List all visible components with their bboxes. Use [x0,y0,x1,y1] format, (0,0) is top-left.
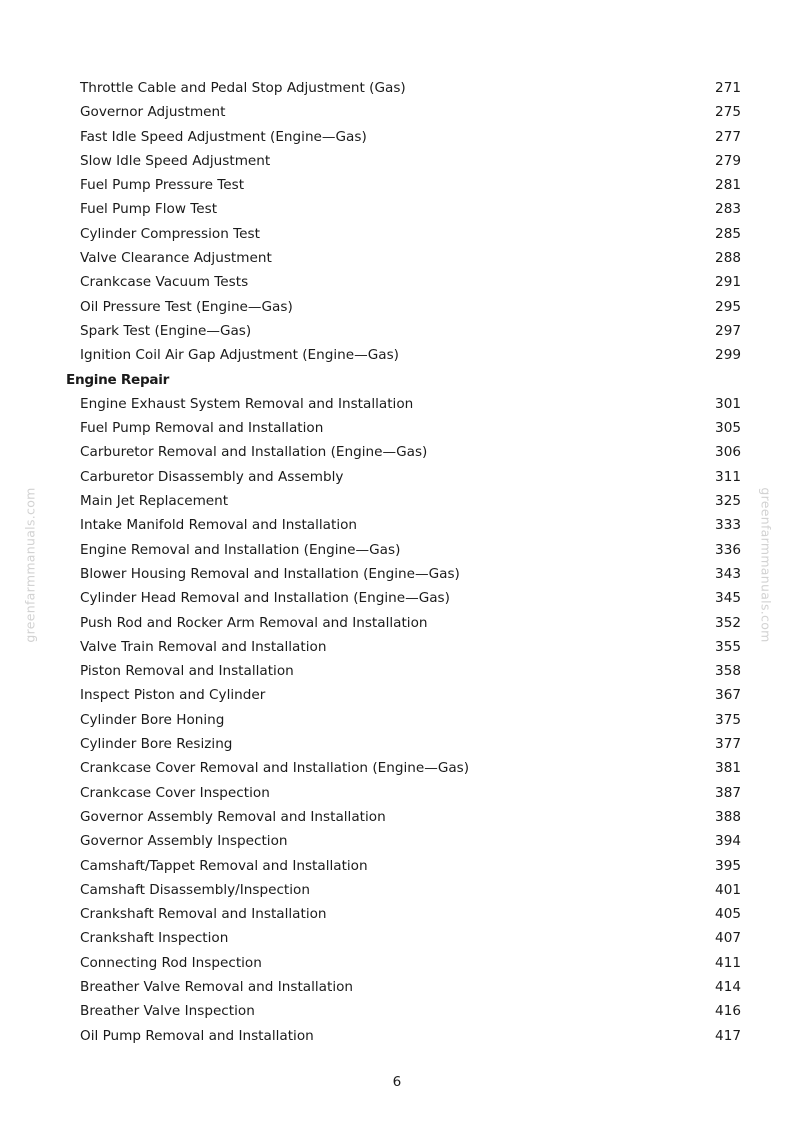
watermark-right: greenfarmmanuals.com [758,487,774,643]
toc-entry-page: 367 [715,687,741,704]
watermark-left: greenfarmmanuals.com [22,487,38,643]
toc-entry[interactable] [0,392,794,416]
toc-entry[interactable] [0,343,794,367]
toc-entry[interactable] [0,465,794,489]
toc-entry-page: 401 [715,881,741,898]
toc-entry[interactable] [0,854,794,878]
toc-entry-title: Valve Train Removal and Installation [80,638,327,655]
toc-entry[interactable] [0,197,794,221]
toc-entry-title: Engine Exhaust System Removal and Installation [80,395,414,412]
toc-entry[interactable] [0,756,794,780]
toc-entry[interactable] [0,149,794,173]
toc-entry-page: 325 [715,493,741,510]
toc-entry-page: 305 [715,420,741,437]
toc-entry[interactable] [0,246,794,270]
toc-entry[interactable] [0,683,794,707]
toc-entry-title: Intake Manifold Removal and Installation [80,517,358,534]
toc-entry-title: Cylinder Head Removal and Installation (Engine—Gas) [80,590,450,607]
toc-entry-title: Fuel Pump Pressure Test [80,177,245,194]
toc-entry[interactable] [0,100,794,124]
toc-entry-title: Fast Idle Speed Adjustment (Engine—Gas) [80,128,367,145]
toc-entry-title: Crankshaft Inspection [80,930,229,947]
toc-entry-page: 381 [715,760,741,777]
toc-entry-title: Connecting Rod Inspection [80,954,262,971]
toc-entry-page: 271 [715,80,741,96]
toc-entry-title: Governor Assembly Removal and Installation [80,808,386,825]
toc-entry[interactable] [0,1024,794,1048]
toc-entry-title: Throttle Cable and Pedal Stop Adjustment (Gas) [80,80,406,96]
toc-entry[interactable] [0,951,794,975]
toc-entry[interactable] [0,999,794,1023]
toc-entry[interactable] [0,926,794,950]
toc-entry-page: 297 [715,322,741,339]
toc-entry-page: 394 [715,833,741,850]
toc-entry-page: 387 [715,784,741,801]
toc-entry[interactable] [0,222,794,246]
toc-entry-title: Carburetor Disassembly and Assembly [80,468,344,485]
toc-entry-page: 414 [715,978,741,995]
toc-entry[interactable] [0,295,794,319]
toc-entry-page: 358 [715,663,741,680]
toc-entry-title: Cylinder Compression Test [80,225,260,242]
toc-entry-page: 291 [715,274,741,291]
toc-entry[interactable] [0,440,794,464]
toc-entry[interactable] [0,270,794,294]
toc-entry[interactable] [0,489,794,513]
toc-entry-page: 352 [715,614,741,631]
toc-entry-title: Crankshaft Removal and Installation [80,906,327,923]
toc-entry-title: Crankcase Cover Inspection [80,784,270,801]
toc-entry[interactable] [0,319,794,343]
toc-entry-page: 388 [715,808,741,825]
toc-entry[interactable] [0,513,794,537]
toc-entry-page: 417 [715,1027,741,1044]
table-of-contents [0,76,794,1048]
toc-entry-title: Breather Valve Removal and Installation [80,978,354,995]
toc-entry-page: 285 [715,225,741,242]
toc-entry[interactable] [0,173,794,197]
toc-entry-title: Oil Pressure Test (Engine—Gas) [80,298,293,315]
toc-entry[interactable] [0,611,794,635]
toc-entry[interactable] [0,878,794,902]
toc-entry[interactable] [0,805,794,829]
toc-entry-page: 407 [715,930,741,947]
toc-entry-title: Main Jet Replacement [80,493,229,510]
toc-entry-page: 279 [715,152,741,169]
toc-entry[interactable] [0,659,794,683]
toc-entry-page: 343 [715,565,741,582]
toc-entry[interactable] [0,708,794,732]
toc-entry-title: Breather Valve Inspection [80,1003,255,1020]
toc-entry-title: Governor Assembly Inspection [80,833,288,850]
toc-entry-page: 295 [715,298,741,315]
toc-entry-title: Blower Housing Removal and Installation (Engine—Gas) [80,565,460,582]
toc-entry-title: Crankcase Vacuum Tests [80,274,249,291]
toc-entry-page: 275 [715,104,741,121]
toc-entry-title: Ignition Coil Air Gap Adjustment (Engine—Gas) [80,347,399,364]
toc-entry-title: Camshaft/Tappet Removal and Installation [80,857,368,874]
toc-entry[interactable] [0,76,794,100]
toc-entry-title: Governor Adjustment [80,104,226,121]
toc-entry-title: Push Rod and Rocker Arm Removal and Installation [80,614,428,631]
toc-entry-page: 355 [715,638,741,655]
toc-entry-page: 416 [715,1003,741,1020]
toc-entry[interactable] [0,781,794,805]
toc-entry-title: Valve Clearance Adjustment [80,250,272,267]
toc-entry-title: Carburetor Removal and Installation (Engine—Gas) [80,444,428,461]
toc-entry-title: Cylinder Bore Resizing [80,736,233,753]
toc-entry-page: 345 [715,590,741,607]
toc-entry-title: Crankcase Cover Removal and Installation (Engine—Gas) [80,760,470,777]
toc-entry-page: 333 [715,517,741,534]
toc-entry[interactable] [0,902,794,926]
toc-entry[interactable] [0,125,794,149]
toc-entry-page: 311 [715,468,741,485]
toc-entry[interactable] [0,732,794,756]
toc-entry-page: 375 [715,711,741,728]
toc-entry[interactable] [0,975,794,999]
toc-entry-title: Cylinder Bore Honing [80,711,225,728]
toc-entry-page: 395 [715,857,741,874]
toc-entry[interactable] [0,538,794,562]
toc-entry-title: Spark Test (Engine—Gas) [80,322,252,339]
toc-entry-title: Fuel Pump Flow Test [80,201,218,218]
toc-entry-title: Fuel Pump Removal and Installation [80,420,324,437]
toc-entry[interactable] [0,562,794,586]
page-number: 6 [392,1074,402,1090]
toc-entry-title: Engine Removal and Installation (Engine—Gas) [80,541,401,558]
toc-entry-page: 306 [715,444,741,461]
toc-entry-title: Slow Idle Speed Adjustment [80,152,271,169]
toc-entry[interactable] [0,416,794,440]
toc-entry[interactable] [0,635,794,659]
section-heading [0,368,794,392]
toc-entry-page: 301 [715,395,741,412]
toc-entry[interactable] [0,586,794,610]
toc-entry-title: Piston Removal and Installation [80,663,294,680]
section-heading-title: Engine Repair [66,371,170,388]
toc-entry-page: 277 [715,128,741,145]
toc-entry-page: 299 [715,347,741,364]
toc-entry-title: Camshaft Disassembly/Inspection [80,881,310,898]
toc-entry-page: 336 [715,541,741,558]
toc-entry-title: Oil Pump Removal and Installation [80,1027,314,1044]
toc-entry-page: 411 [715,954,741,971]
toc-entry-page: 405 [715,906,741,923]
toc-entry[interactable] [0,829,794,853]
toc-entry-page: 283 [715,201,741,218]
toc-entry-page: 288 [715,250,741,267]
toc-entry-page: 377 [715,736,741,753]
toc-entry-page: 281 [715,177,741,194]
toc-entry-title: Inspect Piston and Cylinder [80,687,266,704]
